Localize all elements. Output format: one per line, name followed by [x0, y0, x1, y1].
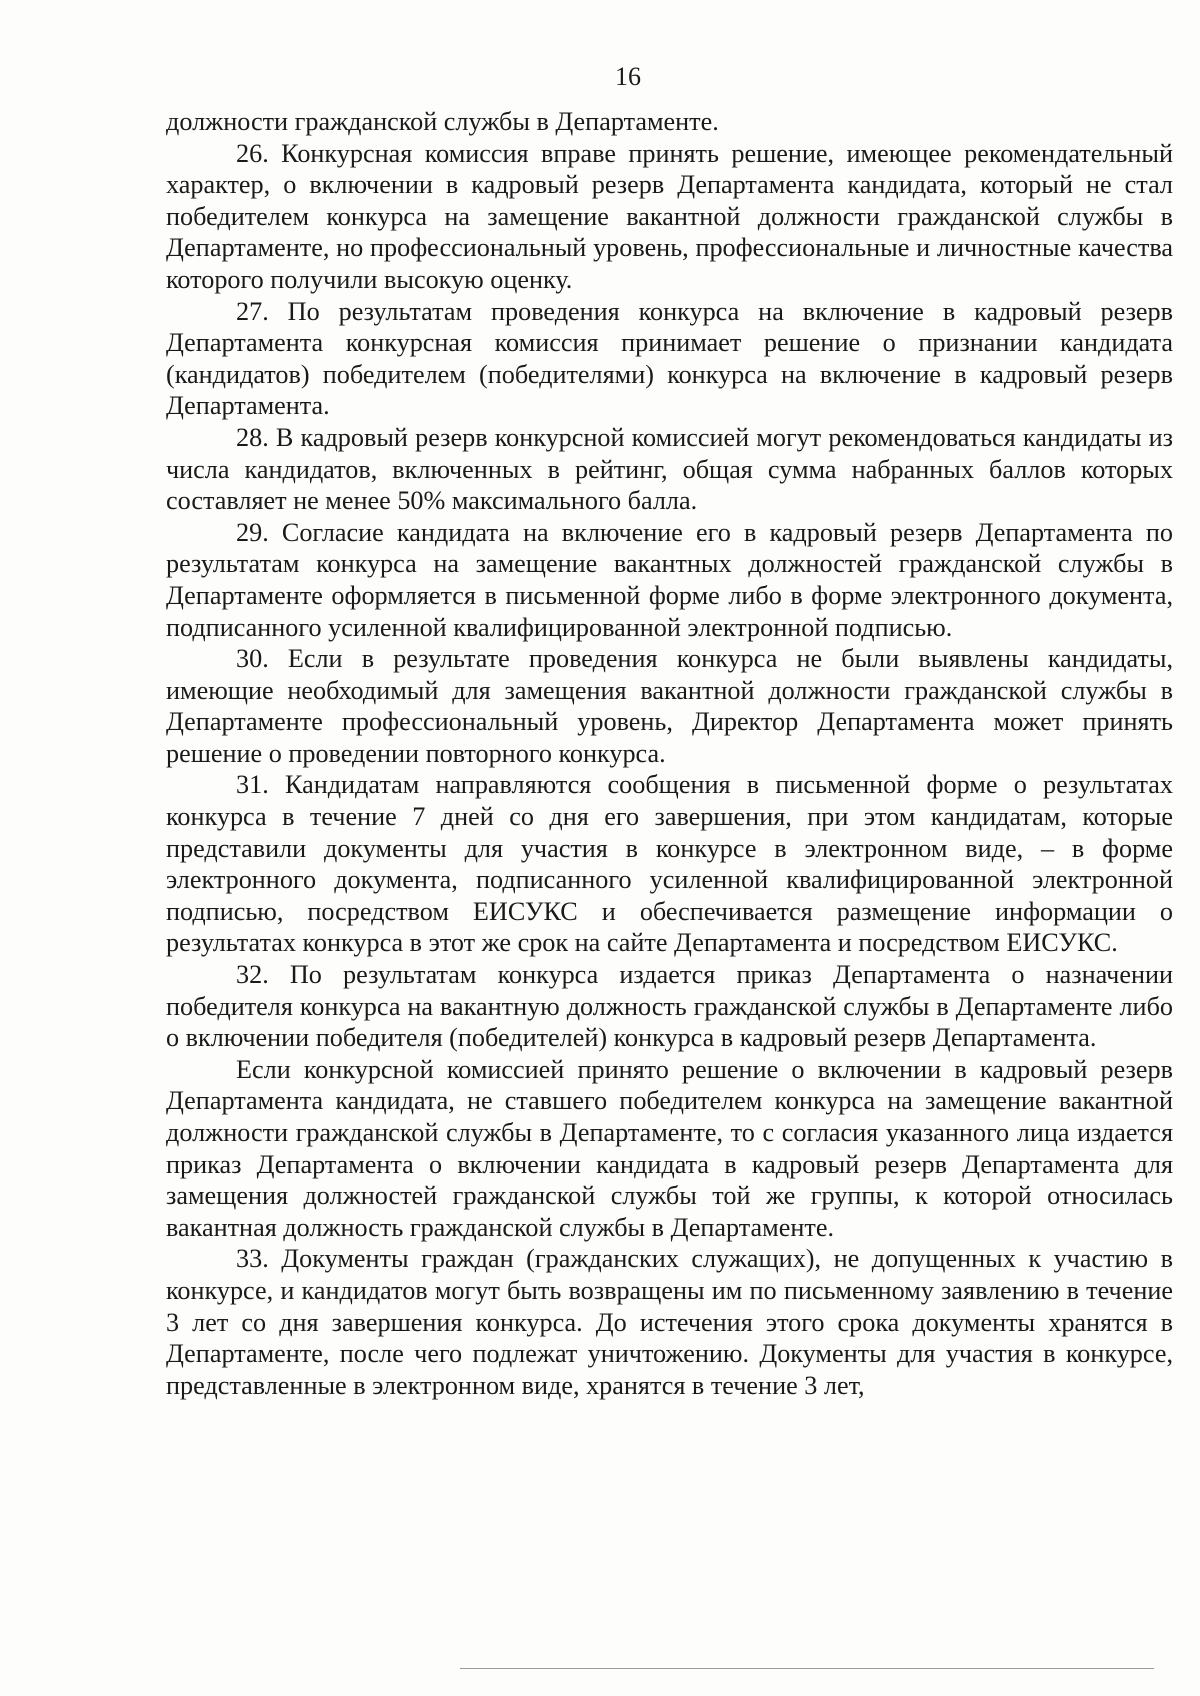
paragraph: 28. В кадровый резерв конкурсной комиссией могут рекомендоваться кандидаты из числа кандидатов, включенных в рейтинг, общая сумма набранных баллов которых составляет не менее 50% максимального балла. [166, 422, 1173, 516]
paragraph: 31. Кандидатам направляются сообщения в письменной форме о результатах конкурса в течение 7 дней со дня его завершения, при этом кандидатам, которые представили документы для участия в конкурсе в электронном виде, – в форме электронного документа, подписанного усиленной квалифицированной электронной подписью, посредством ЕИСУКС и обеспечивается размещение информации о результатах конкурса в этот же срок на сайте Департамента и посредством ЕИСУКС. [166, 770, 1173, 958]
paragraph: 26. Конкурсная комиссия вправе принять решение, имеющее рекомендательный характер, о включении в кадровый резерв Департамента кандидата, который не стал победителем конкурса на замещение вакантной должности гражданской службы в Департаменте, но профессиональный уровень, профессиональные и личностные качества которого получили высокую оценку. [166, 138, 1173, 294]
document-body [166, 106, 1173, 1401]
paragraph: 27. По результатам проведения конкурса на включение в кадровый резерв Департамента конкурсная комиссия принимает решение о признании кандидата (кандидатов) победителем (победителями) конкурса на включение в кадровый резерв Департамента. [166, 296, 1173, 421]
paragraph: 32. По результатам конкурса издается приказ Департамента о назначении победителя конкурса на вакантную должность гражданской службы в Департаменте либо о включении победителя (победителей) конкурса в кадровый резерв Департамента. [166, 960, 1173, 1053]
paragraph: должности гражданской службы в Департаменте. [166, 107, 719, 136]
paragraph: 33. Документы граждан (гражданских служащих), не допущенных к участию в конкурсе, и кандидатов могут быть возвращены им по письменному заявлению в течение 3 лет со дня завершения конкурса. До истечения этого срока документы хранятся в Департаменте, после чего подлежат уничтожению. Документы для участия в конкурсе, представленные в электронном виде, хранятся в течение 3 лет, [166, 1244, 1173, 1400]
paragraph: 30. Если в результате проведения конкурса не были выявлены кандидаты, имеющие необходимый для замещения вакантной должности гражданской службы в Департаменте профессиональный уровень, Директор Департамента может принять решение о проведении повторного конкурса. [166, 644, 1173, 768]
footer-divider [460, 1668, 1154, 1669]
paragraph: 29. Согласие кандидата на включение его в кадровый резерв Департамента по результатам конкурса на замещение вакантных должностей гражданской службы в Департаменте оформляется в письменной форме либо в форме электронного документа, подписанного усиленной квалифицированной электронной подписью. [166, 517, 1173, 642]
page-number: 16 [615, 62, 641, 91]
paragraph: Если конкурсной комиссией принято решение о включении в кадровый резерв Департамента кандидата, не ставшего победителем конкурса на замещение вакантной должности гражданской службы в Департаменте, то с согласия указанного лица издается приказ Департамента о включении кандидата в кадровый резерв Департамента для замещения должностей гражданской службы той же группы, к которой относилась вакантная должность гражданской службы в Департаменте. [166, 1054, 1173, 1242]
